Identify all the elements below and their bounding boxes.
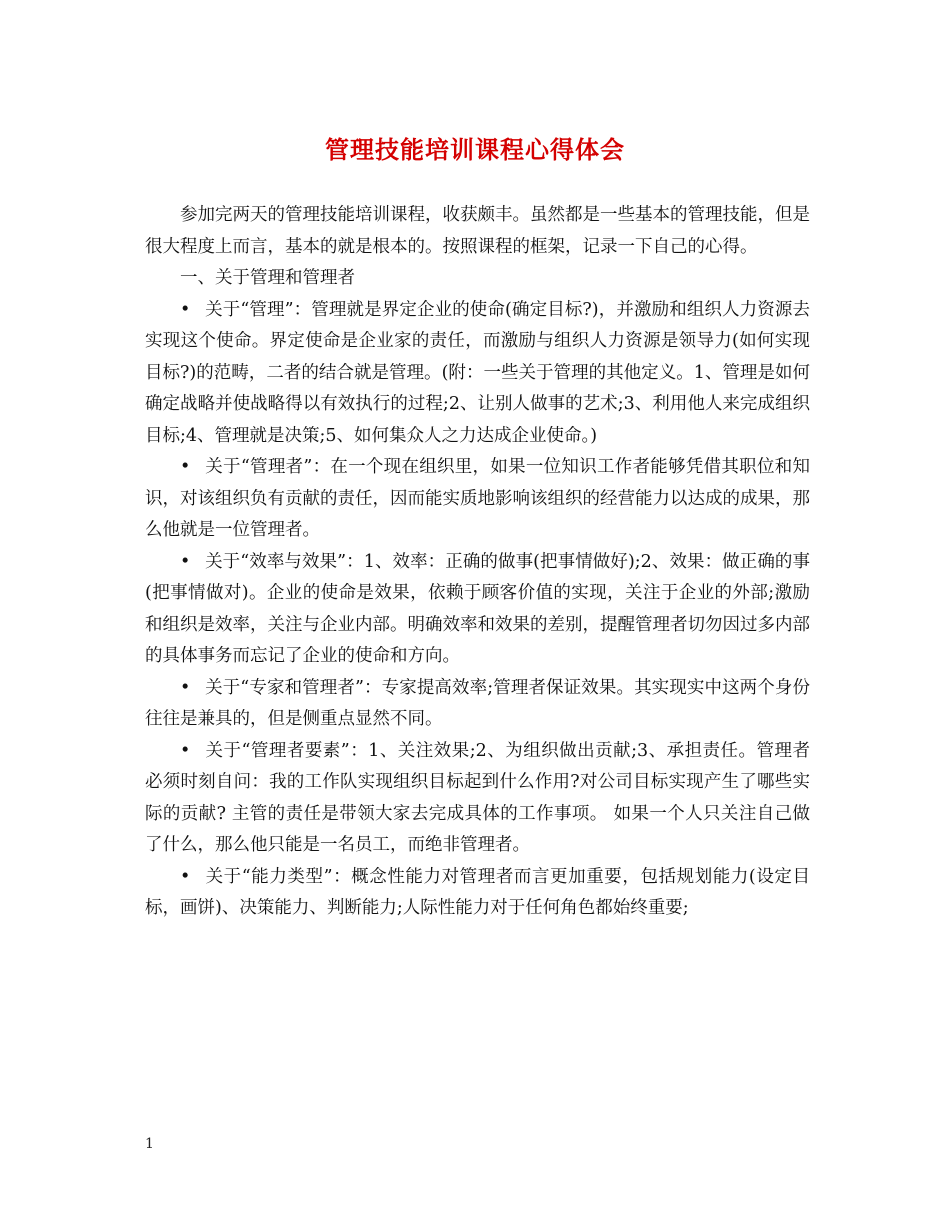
page-number: 1 xyxy=(145,1136,154,1152)
bullet-icon: • xyxy=(180,677,191,698)
bullet-item xyxy=(145,862,810,925)
bullet-icon: • xyxy=(180,299,191,320)
bullet-item-text: 关于“专家和管理者”：专家提高效率;管理者保证效果。其实现实中这两个身份往往是兼具的，但是侧重点显然不同。 xyxy=(145,677,810,729)
bullet-item-text: 关于“能力类型”：概念性能力对管理者而言更加重要，包括规划能力(设定目标，画饼)、决策能力、判断能力;人际性能力对于任何角色都始终重要; xyxy=(145,866,810,918)
bullet-icon: • xyxy=(180,866,191,887)
bullet-item-text: 关于“管理者”：在一个现在组织里，如果一位知识工作者能够凭借其职位和知识，对该组织负有贡献的责任，因而能实质地影响该组织的经营能力以达成的成果，那么他就是一位管理者。 xyxy=(145,457,810,540)
bullet-icon: • xyxy=(180,551,191,572)
bullet-icon: • xyxy=(180,457,191,477)
bullet-item xyxy=(145,547,810,673)
bullet-item xyxy=(145,295,810,453)
document-body xyxy=(145,200,810,925)
bullet-icon: • xyxy=(180,740,191,761)
bullet-item xyxy=(145,673,810,736)
bullet-item-text: 关于“效率与效果”：1、效率：正确的做事(把事情做好);2、效果：做正确的事(把事情做对)。企业的使命是效果，依赖于顾客价值的实现，关注于企业的外部;激励和组织是效率，关注与企业内部。明确效率和效果的差别，提醒管理者切勿因过多内部的具体事务而忘记了企业的使命和方向。 xyxy=(145,551,810,666)
intro-paragraph: 参加完两天的管理技能培训课程，收获颇丰。虽然都是一些基本的管理技能，但是很大程度上而言，基本的就是根本的。按照课程的框架，记录一下自己的心得。 xyxy=(145,205,810,257)
bullet-item xyxy=(145,452,810,547)
bullet-item-text: 关于“管理者要素”：1、关注效果;2、为组织做出贡献;3、承担责任。管理者必须时刻自问：我的工作队实现组织目标起到什么作用?对公司目标实现产生了哪些实际的贡献? 主管的责任是带领大家去完成具体的工作事项。 如果一个人只关注自己做了什么，那么他只能是一名员工，而绝非管理者。 xyxy=(145,740,810,855)
bullet-item-text: 关于“管理”：管理就是界定企业的使命(确定目标?)，并激励和组织人力资源去实现这个使命。界定使命是企业家的责任，而激励与组织人力资源是领导力(如何实现目标?)的范畴，二者的结合就是管理。(附：一些关于管理的其他定义。1、管理是如何确定战略并使战略得以有效执行的过程;2、让别人做事的艺术;3、利用他人来完成组织目标;4、管理就是决策;5、如何集众人之力达成企业使命。) xyxy=(145,299,810,446)
section-heading: 一、关于管理和管理者 xyxy=(180,268,355,288)
document-title: 管理技能培训课程心得体会 xyxy=(325,135,625,164)
bullet-item xyxy=(145,736,810,862)
